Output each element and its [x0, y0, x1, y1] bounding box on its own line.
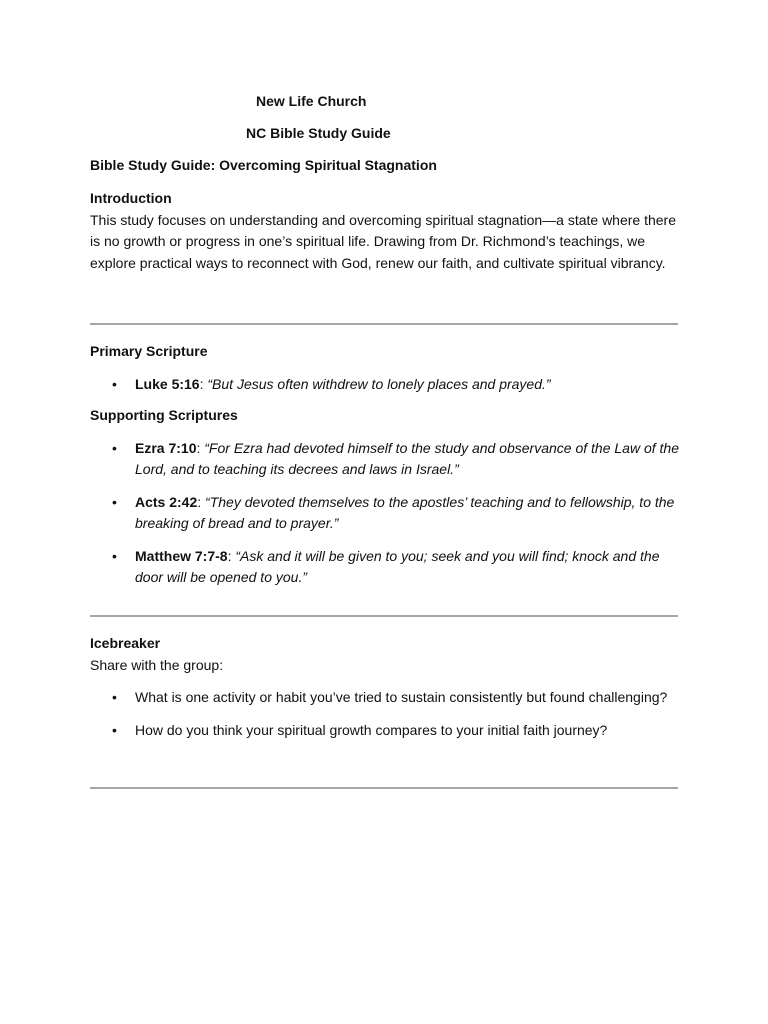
- list-item: [90, 438, 680, 481]
- list-item: [90, 687, 680, 709]
- introduction-body: This study focuses on understanding and overcoming spiritual stagnation—a state where there is no growth or progress in one’s spiritual life. Drawing from Dr. Richmond’s teachings, we explore practical ways to reconnect with God, renew our faith, and cultivate spiritual vibrancy.: [90, 211, 677, 271]
- introduction-section: [90, 188, 680, 274]
- scripture-ref: Ezra 7:10: [135, 439, 197, 456]
- bullet: •: [112, 375, 117, 392]
- icebreaker-question: What is one activity or habit you’ve tried to sustain consistently but found challenging?: [135, 689, 668, 705]
- bullet: •: [112, 721, 117, 738]
- primary-scripture-section: [90, 341, 680, 395]
- scripture-sep: :: [227, 547, 236, 564]
- icebreaker-list: [90, 687, 680, 741]
- icebreaker-intro: Share with the group:: [90, 656, 224, 673]
- church-name: New Life Church: [256, 93, 367, 109]
- icebreaker-question: How do you think your spiritual growth compares to your initial faith journey?: [135, 721, 608, 738]
- divider-1: [90, 323, 678, 325]
- icebreaker-section: [90, 633, 680, 741]
- guide-name: NC Bible Study Guide: [246, 125, 391, 141]
- scripture-ref: Luke 5:16: [135, 375, 200, 392]
- bullet: •: [112, 689, 117, 705]
- study-title: Bible Study Guide: Overcoming Spiritual Stagnation: [90, 157, 437, 173]
- bullet: •: [112, 547, 117, 564]
- supporting-scriptures-list: [90, 438, 680, 589]
- scripture-ref: Acts 2:42: [135, 493, 198, 510]
- scripture-quote: “Ask and it will be given to you; seek and you will find; knock and the door will be opened to you.”: [135, 547, 660, 585]
- primary-scripture-heading: Primary Scripture: [90, 343, 208, 359]
- divider-3: [90, 787, 678, 789]
- scripture-sep: :: [196, 439, 205, 456]
- scripture-sep: :: [199, 375, 208, 392]
- list-item: [90, 720, 680, 742]
- introduction-heading: Introduction: [90, 190, 172, 206]
- bullet: •: [112, 493, 117, 510]
- primary-scripture-list: [90, 374, 680, 396]
- scripture-sep: :: [197, 493, 206, 510]
- scripture-quote: “They devoted themselves to the apostles’ teaching and to fellowship, to the breaking of bread and to prayer.”: [135, 493, 675, 531]
- list-item: [90, 492, 680, 535]
- scripture-quote: “But Jesus often withdrew to lonely places and prayed.”: [207, 375, 551, 392]
- supporting-scriptures-heading: Supporting Scriptures: [90, 407, 238, 423]
- list-item: [90, 374, 680, 396]
- scripture-quote: “For Ezra had devoted himself to the study and observance of the Law of the Lord, and to teaching its decrees and laws in Israel.”: [135, 439, 679, 477]
- supporting-scriptures-section: [90, 405, 680, 589]
- scripture-ref: Matthew 7:7-8: [135, 547, 228, 564]
- list-item: [90, 546, 680, 589]
- icebreaker-heading: Icebreaker: [90, 635, 161, 651]
- divider-2: [90, 615, 678, 617]
- study-title-block: [90, 155, 680, 177]
- bullet: •: [112, 439, 117, 456]
